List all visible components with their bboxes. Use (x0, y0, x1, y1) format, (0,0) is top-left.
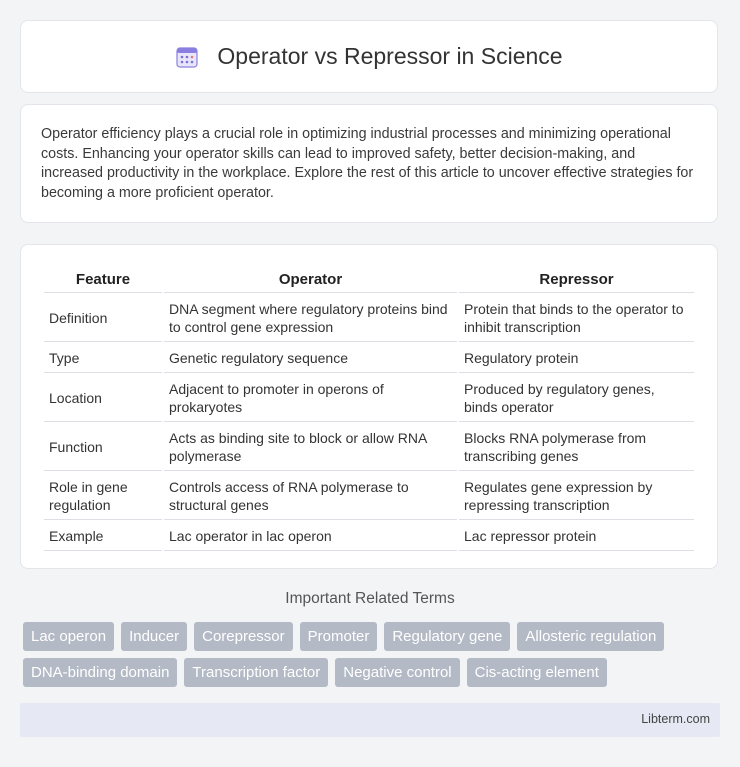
page-title: Operator vs Repressor in Science (217, 43, 563, 69)
table-header-row (44, 267, 694, 293)
tag-cis-acting-element[interactable]: Cis-acting element (467, 658, 607, 687)
intro-text: Operator efficiency plays a crucial role in optimizing industrial processes and minimizing operational costs. Enhancing your operator skills can lead to improved safety, better decision-making, and increased productivity in the workplace. Explore the rest of this article to uncover effective strategies for becoming a more proficient operator. (41, 126, 694, 201)
calendar-grid-icon (175, 45, 199, 69)
table-cell: Regulates gene expression by repressing transcription (459, 473, 694, 520)
table-row (44, 522, 694, 551)
table-cell: Protein that binds to the operator to inhibit transcription (459, 295, 694, 342)
table-cell: Role in gene regulation (44, 473, 162, 520)
related-terms-list (23, 622, 723, 687)
table-cell: Genetic regulatory sequence (164, 344, 457, 373)
footer-site-link[interactable]: Libterm.com (641, 712, 710, 726)
table-row (44, 424, 694, 471)
table-cell: Regulatory protein (459, 344, 694, 373)
table-cell: Definition (44, 295, 162, 342)
tag-regulatory-gene[interactable]: Regulatory gene (384, 622, 510, 651)
related-terms-title: Important Related Terms (285, 590, 455, 607)
table-row (44, 295, 694, 342)
tag-allosteric-regulation[interactable]: Allosteric regulation (517, 622, 664, 651)
column-header-operator: Operator (164, 267, 457, 293)
table-cell: Lac operator in lac operon (164, 522, 457, 551)
table-row (44, 473, 694, 520)
comparison-card (20, 244, 718, 569)
tag-transcription-factor[interactable]: Transcription factor (184, 658, 328, 687)
table-cell: Controls access of RNA polymerase to structural genes (164, 473, 457, 520)
table-cell: Adjacent to promoter in operons of prokaryotes (164, 375, 457, 422)
table-cell: Produced by regulatory genes, binds operator (459, 375, 694, 422)
header-card (20, 20, 718, 93)
tag-negative-control[interactable]: Negative control (335, 658, 459, 687)
table-cell: Lac repressor protein (459, 522, 694, 551)
tag-promoter[interactable]: Promoter (300, 622, 378, 651)
comparison-table (42, 265, 696, 553)
table-row (44, 344, 694, 373)
table-row (44, 375, 694, 422)
tag-dna-binding-domain[interactable]: DNA-binding domain (23, 658, 177, 687)
tag-lac-operon[interactable]: Lac operon (23, 622, 114, 651)
table-cell: Type (44, 344, 162, 373)
table-cell: Location (44, 375, 162, 422)
column-header-repressor: Repressor (459, 267, 694, 293)
tag-inducer[interactable]: Inducer (121, 622, 187, 651)
table-cell: Blocks RNA polymerase from transcribing genes (459, 424, 694, 471)
table-cell: Acts as binding site to block or allow RNA polymerase (164, 424, 457, 471)
table-cell: DNA segment where regulatory proteins bind to control gene expression (164, 295, 457, 342)
table-cell: Function (44, 424, 162, 471)
tag-corepressor[interactable]: Corepressor (194, 622, 293, 651)
footer (20, 703, 720, 737)
intro-card (20, 104, 718, 223)
table-cell: Example (44, 522, 162, 551)
column-header-feature: Feature (44, 267, 162, 293)
